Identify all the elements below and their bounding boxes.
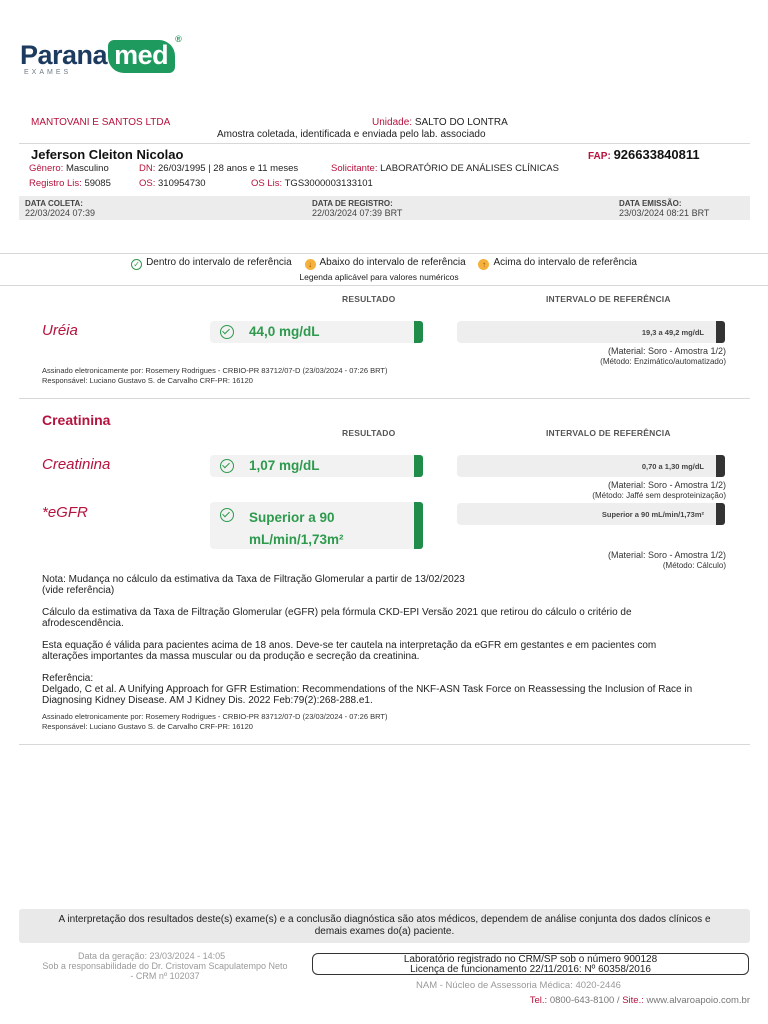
collect-date [25,199,95,218]
os-label: OS: [139,178,156,189]
responsible-line: Responsável: Luciano Gustavo S. de Carvalho CRF-PR: 16120 [42,721,253,731]
oslis-field [251,178,373,189]
signature-line: Assinado eletronicamente por: Rosemery Rodrigues - CRBIO-PR 83712/07-D (23/03/2024 - 07:26 BRT) [42,712,388,721]
legend-below [305,257,466,268]
legend-within [131,257,292,268]
dob-field [139,163,298,174]
disclaimer-line: demais exames do(a) paciente. [314,926,455,937]
unit-info [372,117,508,128]
note-line: Cálculo da estimativa da Taxa de Filtração Glomerular (eGFR) pela fórmula CKD-EPI Versão 2021 que retirou do cálculo o critério de [42,607,632,618]
register-date-value: 22/03/2024 07:39 BRT [312,208,403,218]
oslis-value: TGS3000003133101 [284,178,373,189]
divider [19,744,750,745]
note-line: afrodescendência. [42,618,124,629]
unit-value: SALTO DO LONTRA [414,117,508,128]
logo-subtitle: EXAMES [24,69,72,76]
tel-value[interactable]: 0800-643-8100 [549,995,615,1006]
emission-date-label: DATA EMISSÃO: [619,199,682,208]
legend-above [478,257,636,268]
lab-logo [20,34,182,90]
divider [19,398,750,399]
egfr-result-value [249,507,344,551]
egfr-material: (Material: Soro - Amostra 1/2) [607,550,726,560]
note-formula [42,607,632,629]
check-circle-icon [220,459,234,473]
citation-line: Diagnosing Kidney Disease. AM J Kidney Dis. 2022 Feb:79(2):268-288.e1. [42,695,373,706]
collection-note: Amostra coletada, identificada e enviada pelo lab. associado [217,129,486,140]
site-link[interactable]: www.alvaroapoio.com.br [646,995,750,1006]
ureia-method: (Método: Enzimático/automatizado) [600,357,726,366]
status-bar [414,321,423,343]
signature-line: Assinado eletronicamente por: Rosemery Rodrigues - CRBIO-PR 83712/07-D (23/03/2024 - 07:26 BRT) [42,366,388,375]
note-line: alterações importantes da massa muscular ou da produção e secreção da creatinina. [42,651,420,662]
egfr-result-line1: Superior a 90 [249,510,335,525]
patient-name: Jeferson Cleiton Nicolao [31,147,184,162]
note-line: Esta equação é válida para pacientes acima de 18 anos. Deve-se ter cautela na interpretação da eGFR em gestantes e em pacientes com [42,640,657,651]
gender-label: Gênero: [29,163,64,174]
registration-box [312,953,749,975]
register-date-label: DATA DE REGISTRO: [312,199,393,208]
nam-contact: NAM - Núcleo de Assessoria Médica: 4020-2446 [416,980,621,991]
creatinina-signature [42,712,387,731]
registration-line: Licença de funcionamento 22/11/2016: Nº 60358/2016 [410,964,651,975]
requester-label: Solicitante: [331,163,378,174]
divider [0,285,768,286]
section-title-creatinina: Creatinina [42,412,111,428]
check-circle-icon: ✓ [131,259,142,270]
egfr-method: (Método: Cálculo) [662,561,726,570]
divider [19,143,750,144]
tel-label: Tel.: [529,995,548,1006]
ureia-reference-value: 19,3 a 49,2 mg/dL [641,328,704,337]
creatinina-method: (Método: Jaffé sem desproteinização) [592,491,726,500]
exam-name-creatinina: Creatinina [42,456,111,473]
registration-line: Laboratório registrado no CRM/SP sob o número 900128 [403,954,658,965]
separator: / [616,995,620,1006]
creatinina-result-value: 1,07 mg/dL [249,458,320,473]
status-bar [414,502,423,549]
requester-value: LABORATÓRIO DE ANÁLISES CLÍNICAS [380,163,559,174]
site-label: Site.: [622,995,644,1006]
status-bar [414,455,423,477]
dob-value: 26/03/1995 | 28 anos e 11 meses [158,163,299,174]
egfr-reference-value: Superior a 90 mL/min/1,73m² [601,510,704,519]
reference-bar [716,321,725,343]
responsibility-line: Sob a responsabilidade do Dr. Cristovam Scapulatempo Neto [42,961,288,971]
fap-label: FAP: [588,151,611,162]
citation-line: Delgado, C et al. A Unifying Approach for GFR Estimation: Recommendations of the NKF-ASN Task Force on Reassessing the Inclusion of Race in [42,684,693,695]
gender-value: Masculino [65,163,109,174]
ureia-material: (Material: Soro - Amostra 1/2) [607,346,726,356]
responsibility-line: - CRM nº 102037 [130,971,200,981]
registry-label: Registro Lis: [29,178,82,189]
disclaimer-line: A interpretação dos resultados deste(s) exame(s) e a conclusão diagnóstica são atos médicos, dependem de análise conjunta dos dados clínicos e [58,914,711,925]
responsible-line: Responsável: Luciano Gustavo S. de Carvalho CRF-PR: 16120 [42,375,253,385]
collect-date-value: 22/03/2024 07:39 [25,208,96,218]
exam-name-ureia: Uréia [42,322,78,339]
reference-bar [716,455,725,477]
oslis-label: OS Lis: [251,178,283,189]
reference-column-header: INTERVALO DE REFERÊNCIA [546,428,671,438]
os-field [139,178,206,189]
legend-note: Legenda aplicável para valores numéricos [299,272,459,282]
note-caution [42,640,656,662]
citation-label: Referência: [42,673,94,684]
generation-date: Data da geração: 23/03/2024 - 14:05 [78,951,226,961]
check-circle-icon [220,325,234,339]
emission-date-value: 23/03/2024 08:21 BRT [619,208,710,218]
legend-within-label: Dentro do intervalo de referência [146,257,292,268]
emission-date [619,199,709,218]
creatinina-material: (Material: Soro - Amostra 1/2) [607,480,726,490]
result-column-header: RESULTADO [342,294,396,304]
ureia-result-value: 44,0 mg/dL [249,324,320,339]
dob-label: DN: [139,163,156,174]
registered-mark: ® [175,34,182,44]
responsibility [19,961,311,981]
divider [0,253,768,254]
registry-field [29,178,111,189]
check-circle-icon [220,508,234,522]
ureia-signature [42,366,387,385]
logo-text-parana: Parana [20,40,108,70]
legend-below-label: Abaixo do intervalo de referência [319,257,466,268]
reference-bar [716,503,725,525]
requester-field [331,163,559,174]
fap-block [588,147,700,162]
unit-label: Unidade: [372,117,413,128]
creatinina-reference-value: 0,70 a 1,30 mg/dL [641,462,704,471]
result-column-header: RESULTADO [342,428,396,438]
gender-field [29,163,109,174]
exam-name-egfr: *eGFR [42,504,88,521]
legend [0,257,768,270]
egfr-result-line2: mL/min/1,73m² [249,532,344,547]
fap-value: 926633840811 [613,147,700,162]
register-date [312,199,402,218]
note-line: Nota: Mudança no cálculo da estimativa da Taxa de Filtração Glomerular a partir de 13/02/2023 [42,574,465,585]
note-line: (vide referência) [42,585,115,596]
os-value: 310954730 [158,178,206,189]
disclaimer-box [19,909,750,943]
company-name: MANTOVANI E SANTOS LTDA [31,117,171,128]
reference-column-header: INTERVALO DE REFERÊNCIA [546,294,671,304]
contact-line [530,995,750,1006]
arrow-down-icon: ↓ [305,259,316,270]
collect-date-label: DATA COLETA: [25,199,83,208]
reference-citation [42,673,692,706]
legend-above-label: Acima do intervalo de referência [493,257,637,268]
logo-text-med: med [108,40,175,73]
note-change [42,574,465,596]
registry-value: 59085 [84,178,111,189]
arrow-up-icon: ↑ [478,259,489,270]
